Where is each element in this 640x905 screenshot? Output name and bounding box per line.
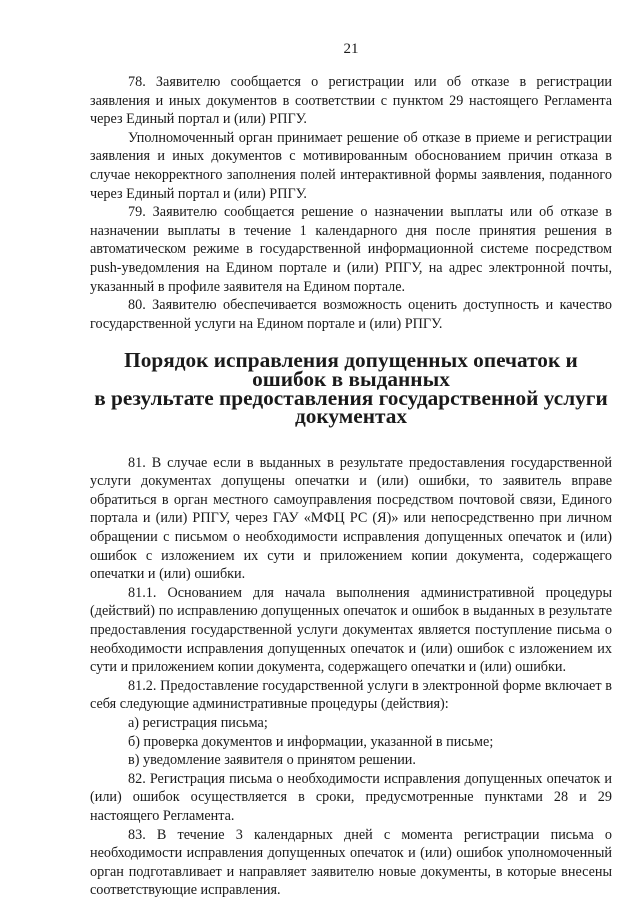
paragraph-78: 78. Заявителю сообщается о регистрации или об отказе в регистрации заявления и иных документов в соответствии с пунктом 29 настоящего Регламента через Единый портал и (или) РПГУ. [90, 74, 612, 128]
page-number: 21 [343, 41, 359, 57]
paragraph-83: 83. В течение 3 календарных дней с момента регистрации письма о необходимости исправления допущенных опечаток и (или) ошибок уполномоченный орган подготавливает и направляет заявителю новые документы, в которые внесены соответствующие исправления. [90, 826, 612, 899]
paragraph-79: 79. Заявителю сообщается решение о назначении выплаты или об отказе в назначении выплаты в течение 1 календарного дня после принятия решения в автоматическом режиме в государственной информационной системе посредством push-уведомления на Едином портале и (или) РПГУ, на адрес электронной почты, указанный в профиле заявителя на Едином портале. [90, 204, 612, 295]
document-body [90, 73, 612, 900]
spacer [90, 426, 612, 454]
list-item-v: в) уведомление заявителя о принятом решении. [128, 752, 416, 769]
list-item-b: б) проверка документов и информации, указанной в письме; [128, 733, 494, 750]
paragraph-80: 80. Заявителю обеспечивается возможность оценить доступность и качество государственной услуги на Едином портале и (или) РПГУ. [90, 297, 612, 332]
paragraph-78-refusal: Уполномоченный орган принимает решение об отказе в приеме и регистрации заявления и иных документов с мотивированным обоснованием причин отказа в случае некорректного заполнения полей интерактивной формы заявления, поданного через Единый портал и (или) РПГУ. [90, 129, 612, 202]
paragraph-81-2: 81.2. Предоставление государственной услуги в электронной форме включает в себя следующие административные процедуры (действия): [90, 677, 612, 713]
paragraph-81: 81. В случае если в выданных в результате предоставления государственной услуги документах допущены опечатки и (или) ошибки, то заявитель вправе обратиться в орган местного самоуправления посредством почтовой связи, Единого портала и (или) РПГУ, через ГАУ «МФЦ РС (Я)» или непосредственно при личном обращении с письмом о необходимости исправления допущенных опечаток и (или) ошибок с изложением их сути и приложением копии документа, содержащего опечатки и (или) ошибки. [90, 454, 612, 583]
section-heading-line-1: Порядок исправления допущенных опечаток и ошибок в выданных [124, 348, 578, 391]
paragraph-82: 82. Регистрация письма о необходимости исправления допущенных опечаток и (или) ошибок осуществляется в сроки, предусмотренные пунктами 28 и 29 настоящего Регламента. [90, 770, 612, 824]
paragraph-81-1: 81.1. Основанием для начала выполнения административной процедуры (действий) по исправлению допущенных опечаток и ошибок в выданных в результате предоставления государственной услуги документах является поступление письма о необходимости исправления допущенных опечаток и (или) ошибок с изложением их сути и приложением копии документа, содержащего опечатки и (или) ошибки. [90, 584, 612, 676]
list-item-a: а) регистрация письма; [128, 715, 268, 731]
section-heading-line-2: в результате предоставления государственной услуги документах [94, 385, 608, 429]
section-heading [90, 348, 612, 429]
